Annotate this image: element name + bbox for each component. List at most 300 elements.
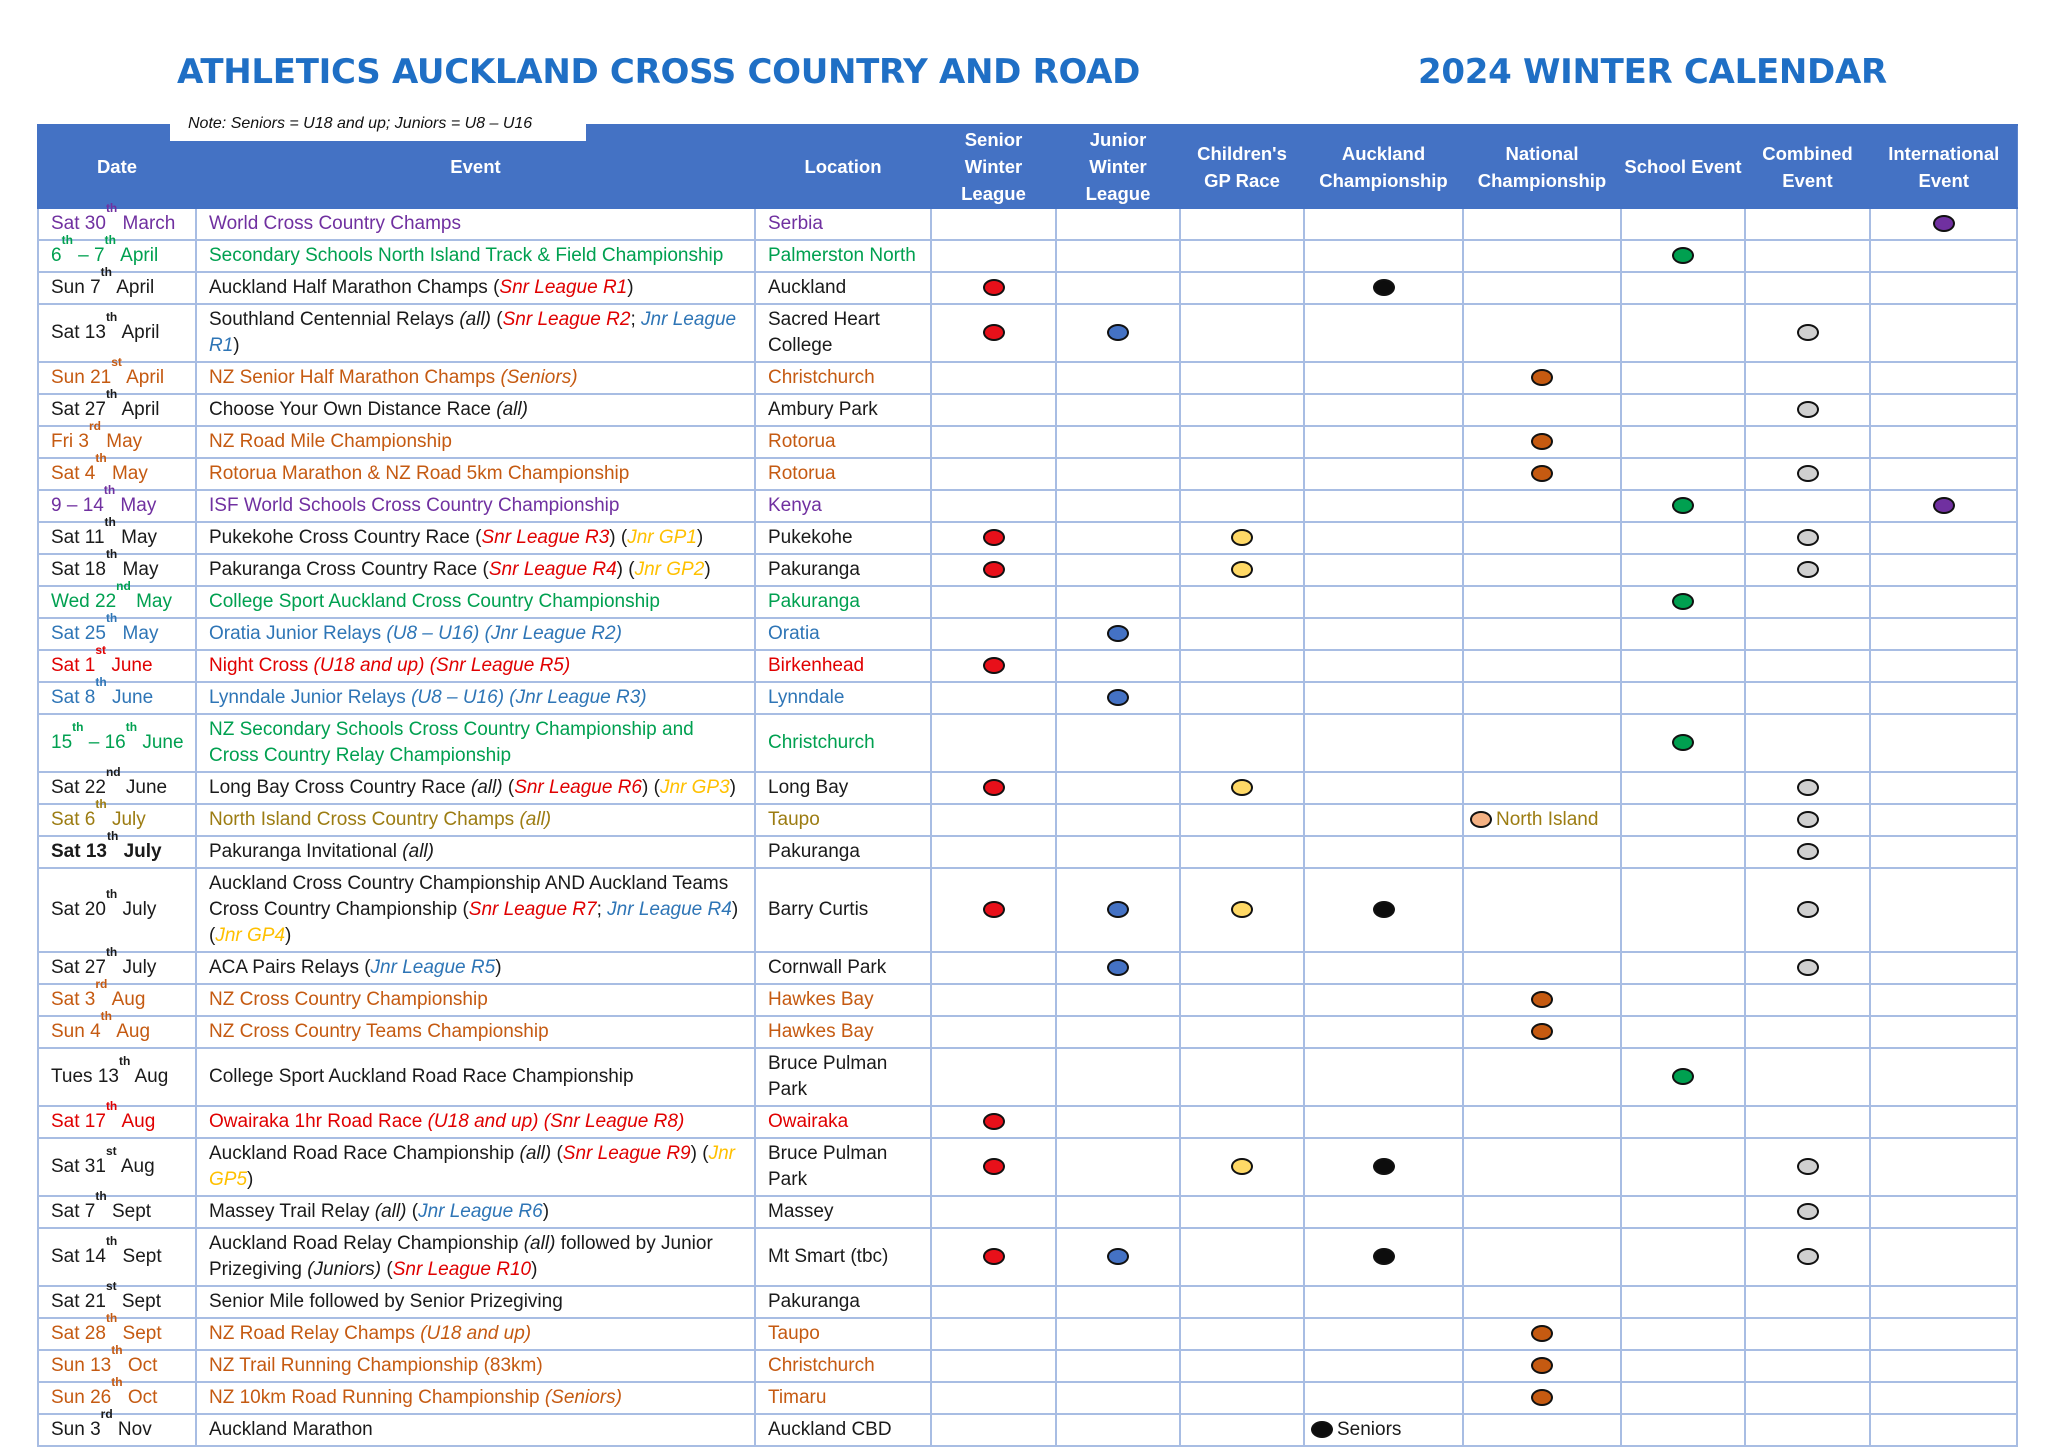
category-cell-combined — [1745, 426, 1870, 458]
category-cell-national — [1463, 618, 1621, 650]
category-cell-senior — [931, 1228, 1056, 1286]
category-cell-national — [1463, 1318, 1621, 1350]
event-name: Auckland Half Marathon Champs (Snr League R1) — [196, 272, 755, 304]
event-date: Sat 25th May — [38, 618, 196, 650]
category-cell-combined — [1745, 1016, 1870, 1048]
event-location: Taupo — [755, 1318, 931, 1350]
category-cell-auckland — [1304, 272, 1463, 304]
table-row — [38, 490, 2017, 522]
category-cell-children — [1180, 1318, 1304, 1350]
category-cell-junior — [1056, 208, 1180, 240]
category-cell-senior — [931, 1048, 1056, 1106]
school-dot-icon — [1672, 734, 1694, 751]
category-cell-auckland — [1304, 1228, 1463, 1286]
event-name: NZ Cross Country Teams Championship — [196, 1016, 755, 1048]
event-date: Sat 28th Sept — [38, 1318, 196, 1350]
category-cell-auckland — [1304, 682, 1463, 714]
category-cell-international — [1870, 1196, 2017, 1228]
column-header-location: Location — [755, 125, 931, 208]
table-row — [38, 714, 2017, 772]
category-cell-children — [1180, 522, 1304, 554]
category-cell-school — [1621, 1016, 1745, 1048]
category-cell-senior — [931, 804, 1056, 836]
table-row — [38, 362, 2017, 394]
category-cell-combined — [1745, 682, 1870, 714]
category-cell-school — [1621, 304, 1745, 362]
document-title: ATHLETICS AUCKLAND CROSS COUNTRY AND ROAD — [177, 52, 1141, 92]
column-header-childrens-gp: Children's GP Race — [1180, 125, 1304, 208]
category-cell-national — [1463, 362, 1621, 394]
column-header-national-championship: National Championship — [1463, 125, 1621, 208]
table-row — [38, 304, 2017, 362]
table-row — [38, 1318, 2017, 1350]
category-cell-auckland — [1304, 1382, 1463, 1414]
event-date: Sat 1st June — [38, 650, 196, 682]
category-cell-senior — [931, 304, 1056, 362]
category-cell-school — [1621, 362, 1745, 394]
junior-dot-icon — [1107, 625, 1129, 642]
category-cell-junior — [1056, 1318, 1180, 1350]
event-location: Timaru — [755, 1382, 931, 1414]
table-row — [38, 1414, 2017, 1446]
category-cell-junior — [1056, 490, 1180, 522]
category-cell-international — [1870, 426, 2017, 458]
auckland-dot-icon — [1373, 279, 1395, 296]
category-cell-junior — [1056, 650, 1180, 682]
category-cell-junior — [1056, 272, 1180, 304]
category-cell-children — [1180, 240, 1304, 272]
event-name: Night Cross (U18 and up) (Snr League R5) — [196, 650, 755, 682]
category-cell-combined — [1745, 1286, 1870, 1318]
event-date: 15th – 16th June — [38, 714, 196, 772]
category-cell-national — [1463, 1414, 1621, 1446]
table-row — [38, 772, 2017, 804]
category-cell-junior — [1056, 804, 1180, 836]
category-cell-senior — [931, 836, 1056, 868]
category-cell-international — [1870, 362, 2017, 394]
category-cell-school — [1621, 984, 1745, 1016]
event-location: Taupo — [755, 804, 931, 836]
category-cell-senior — [931, 714, 1056, 772]
category-cell-senior — [931, 522, 1056, 554]
category-cell-children — [1180, 1414, 1304, 1446]
category-cell-children — [1180, 304, 1304, 362]
category-cell-children — [1180, 554, 1304, 586]
category-cell-junior — [1056, 1196, 1180, 1228]
category-cell-international — [1870, 682, 2017, 714]
category-cell-children — [1180, 618, 1304, 650]
category-cell-combined — [1745, 1138, 1870, 1196]
combined-dot-icon — [1797, 1248, 1819, 1265]
event-date: Sat 17th Aug — [38, 1106, 196, 1138]
category-cell-auckland — [1304, 490, 1463, 522]
column-header-date: Date — [38, 125, 196, 208]
category-cell-junior — [1056, 772, 1180, 804]
event-date: Sat 13th April — [38, 304, 196, 362]
category-cell-children — [1180, 650, 1304, 682]
category-cell-auckland — [1304, 1048, 1463, 1106]
event-location: Cornwall Park — [755, 952, 931, 984]
category-cell-senior — [931, 490, 1056, 522]
auckland-dot-icon — [1373, 1248, 1395, 1265]
category-cell-combined — [1745, 458, 1870, 490]
category-cell-auckland — [1304, 836, 1463, 868]
category-note: North Island — [1496, 808, 1599, 830]
event-location: Pakuranga — [755, 1286, 931, 1318]
event-location: Rotorua — [755, 426, 931, 458]
national-dot-icon — [1531, 991, 1553, 1008]
category-cell-junior — [1056, 304, 1180, 362]
category-cell-national — [1463, 586, 1621, 618]
category-cell-junior — [1056, 554, 1180, 586]
category-cell-junior — [1056, 714, 1180, 772]
event-date: Sat 8th June — [38, 682, 196, 714]
column-header-senior-league: Senior Winter League — [931, 125, 1056, 208]
event-date: Sat 13th July — [38, 836, 196, 868]
event-name: Oratia Junior Relays (U8 – U16) (Jnr League R2) — [196, 618, 755, 650]
event-date: 9 – 14th May — [38, 490, 196, 522]
senior-dot-icon — [983, 1158, 1005, 1175]
category-cell-international — [1870, 1106, 2017, 1138]
category-cell-international — [1870, 772, 2017, 804]
table-row — [38, 1106, 2017, 1138]
category-cell-national — [1463, 836, 1621, 868]
category-cell-junior — [1056, 836, 1180, 868]
column-header-event: Event — [196, 125, 755, 208]
category-cell-school — [1621, 458, 1745, 490]
category-cell-combined — [1745, 650, 1870, 682]
category-cell-junior — [1056, 1350, 1180, 1382]
category-cell-combined — [1745, 1382, 1870, 1414]
event-name: College Sport Auckland Road Race Championship — [196, 1048, 755, 1106]
category-cell-school — [1621, 554, 1745, 586]
event-location: Pukekohe — [755, 522, 931, 554]
category-cell-junior — [1056, 984, 1180, 1016]
category-cell-school — [1621, 1318, 1745, 1350]
category-cell-national — [1463, 772, 1621, 804]
calendar-table — [37, 124, 2018, 1447]
category-cell-school — [1621, 394, 1745, 426]
category-cell-senior — [931, 1318, 1056, 1350]
event-location: Mt Smart (tbc) — [755, 1228, 931, 1286]
category-cell-auckland — [1304, 304, 1463, 362]
category-cell-school — [1621, 426, 1745, 458]
table-row — [38, 240, 2017, 272]
event-location: Christchurch — [755, 714, 931, 772]
category-cell-senior — [931, 1382, 1056, 1414]
school-dot-icon — [1672, 497, 1694, 514]
category-cell-junior — [1056, 1228, 1180, 1286]
event-location: Pakuranga — [755, 586, 931, 618]
category-cell-international — [1870, 394, 2017, 426]
category-cell-senior — [931, 1138, 1056, 1196]
category-cell-auckland — [1304, 554, 1463, 586]
category-cell-combined — [1745, 240, 1870, 272]
category-cell-national — [1463, 394, 1621, 426]
category-cell-international — [1870, 1286, 2017, 1318]
table-row — [38, 272, 2017, 304]
event-date: Sat 3rd Aug — [38, 984, 196, 1016]
event-name: Pakuranga Invitational (all) — [196, 836, 755, 868]
event-location: Palmerston North — [755, 240, 931, 272]
category-cell-combined — [1745, 304, 1870, 362]
category-cell-children — [1180, 1138, 1304, 1196]
category-cell-children — [1180, 362, 1304, 394]
category-cell-national — [1463, 1016, 1621, 1048]
category-cell-senior — [931, 984, 1056, 1016]
category-cell-international — [1870, 804, 2017, 836]
event-date: Sat 14th Sept — [38, 1228, 196, 1286]
category-cell-senior — [931, 1196, 1056, 1228]
table-row — [38, 522, 2017, 554]
category-cell-international — [1870, 304, 2017, 362]
category-cell-auckland — [1304, 426, 1463, 458]
category-cell-combined — [1745, 1414, 1870, 1446]
category-cell-combined — [1745, 618, 1870, 650]
event-location: Rotorua — [755, 458, 931, 490]
category-cell-junior — [1056, 522, 1180, 554]
event-name: Pukekohe Cross Country Race (Snr League R3) (Jnr GP1) — [196, 522, 755, 554]
combined-dot-icon — [1797, 779, 1819, 796]
category-cell-international — [1870, 240, 2017, 272]
category-cell-international — [1870, 208, 2017, 240]
category-cell-international — [1870, 714, 2017, 772]
category-cell-senior — [931, 362, 1056, 394]
category-cell-international — [1870, 490, 2017, 522]
category-cell-senior — [931, 682, 1056, 714]
age-group-note: Note: Seniors = U18 and up; Juniors = U8 – U16 — [170, 107, 586, 141]
category-cell-international — [1870, 984, 2017, 1016]
category-cell-national — [1463, 1048, 1621, 1106]
event-location: Birkenhead — [755, 650, 931, 682]
category-cell-auckland — [1304, 1318, 1463, 1350]
category-cell-combined — [1745, 714, 1870, 772]
event-name: Senior Mile followed by Senior Prizegiving — [196, 1286, 755, 1318]
category-cell-children — [1180, 208, 1304, 240]
category-cell-junior — [1056, 1138, 1180, 1196]
category-cell-junior — [1056, 1016, 1180, 1048]
event-name: Southland Centennial Relays (all) (Snr League R2; Jnr League R1) — [196, 304, 755, 362]
category-cell-international — [1870, 458, 2017, 490]
table-row — [38, 1228, 2017, 1286]
event-location: Massey — [755, 1196, 931, 1228]
event-date: Fri 3rd May — [38, 426, 196, 458]
event-date: Sun 13th Oct — [38, 1350, 196, 1382]
event-name: College Sport Auckland Cross Country Championship — [196, 586, 755, 618]
combined-dot-icon — [1797, 843, 1819, 860]
category-cell-senior — [931, 618, 1056, 650]
category-cell-school — [1621, 586, 1745, 618]
event-date: Sat 6th July — [38, 804, 196, 836]
national-dot-icon — [1531, 433, 1553, 450]
category-cell-children — [1180, 772, 1304, 804]
category-cell-junior — [1056, 868, 1180, 952]
category-cell-national — [1463, 304, 1621, 362]
category-cell-senior — [931, 458, 1056, 490]
category-cell-international — [1870, 272, 2017, 304]
category-cell-national — [1463, 490, 1621, 522]
event-date: Sat 20th July — [38, 868, 196, 952]
children-dot-icon — [1231, 529, 1253, 546]
category-cell-auckland — [1304, 1414, 1463, 1446]
event-name: Owairaka 1hr Road Race (U18 and up) (Snr League R8) — [196, 1106, 755, 1138]
category-cell-auckland — [1304, 772, 1463, 804]
event-name: ACA Pairs Relays (Jnr League R5) — [196, 952, 755, 984]
event-date: Sat 30th March — [38, 208, 196, 240]
table-row — [38, 1138, 2017, 1196]
category-cell-school — [1621, 272, 1745, 304]
event-location: Serbia — [755, 208, 931, 240]
senior-dot-icon — [983, 1113, 1005, 1130]
category-cell-auckland — [1304, 618, 1463, 650]
school-dot-icon — [1672, 593, 1694, 610]
junior-dot-icon — [1107, 324, 1129, 341]
senior-dot-icon — [983, 529, 1005, 546]
event-name: NZ Senior Half Marathon Champs (Seniors) — [196, 362, 755, 394]
event-date: Sun 4th Aug — [38, 1016, 196, 1048]
category-cell-children — [1180, 1048, 1304, 1106]
category-cell-school — [1621, 868, 1745, 952]
category-cell-school — [1621, 1106, 1745, 1138]
event-location: Barry Curtis — [755, 868, 931, 952]
category-cell-junior — [1056, 682, 1180, 714]
auckland-dot-icon — [1373, 1158, 1395, 1175]
national-dot-icon — [1531, 1325, 1553, 1342]
event-location: Owairaka — [755, 1106, 931, 1138]
category-cell-national — [1463, 714, 1621, 772]
event-name: Lynndale Junior Relays (U8 – U16) (Jnr League R3) — [196, 682, 755, 714]
category-cell-combined — [1745, 1048, 1870, 1106]
category-cell-school — [1621, 522, 1745, 554]
category-cell-school — [1621, 1382, 1745, 1414]
column-header-auckland-championship: Auckland Championship — [1304, 125, 1463, 208]
category-cell-combined — [1745, 868, 1870, 952]
category-cell-international — [1870, 522, 2017, 554]
senior-dot-icon — [983, 561, 1005, 578]
category-cell-school — [1621, 682, 1745, 714]
event-date: Wed 22nd May — [38, 586, 196, 618]
category-cell-children — [1180, 586, 1304, 618]
category-cell-school — [1621, 714, 1745, 772]
category-cell-senior — [931, 1414, 1056, 1446]
table-row — [38, 868, 2017, 952]
category-cell-senior — [931, 1016, 1056, 1048]
table-row — [38, 394, 2017, 426]
category-cell-junior — [1056, 952, 1180, 984]
category-cell-auckland — [1304, 208, 1463, 240]
category-cell-senior — [931, 240, 1056, 272]
event-name: Auckland Road Race Championship (all) (Snr League R9) (Jnr GP5) — [196, 1138, 755, 1196]
category-cell-international — [1870, 836, 2017, 868]
category-cell-junior — [1056, 618, 1180, 650]
category-cell-children — [1180, 984, 1304, 1016]
category-cell-school — [1621, 650, 1745, 682]
table-row — [38, 682, 2017, 714]
combined-dot-icon — [1797, 1203, 1819, 1220]
event-date: Sat 11th May — [38, 522, 196, 554]
category-cell-combined — [1745, 1196, 1870, 1228]
national-dot-icon — [1531, 1023, 1553, 1040]
event-date: Sat 7th Sept — [38, 1196, 196, 1228]
event-location: Hawkes Bay — [755, 984, 931, 1016]
national-dot-icon — [1531, 1389, 1553, 1406]
category-cell-auckland — [1304, 650, 1463, 682]
category-cell-national — [1463, 868, 1621, 952]
category-cell-international — [1870, 1228, 2017, 1286]
column-header-combined-event: Combined Event — [1745, 125, 1870, 208]
category-cell-children — [1180, 426, 1304, 458]
category-cell-children — [1180, 714, 1304, 772]
event-name: Auckland Road Relay Championship (all) followed by Junior Prizegiving (Juniors) (Snr League R10) — [196, 1228, 755, 1286]
children-dot-icon — [1231, 561, 1253, 578]
column-header-school-event: School Event — [1621, 125, 1745, 208]
national-dot-icon — [1531, 1357, 1553, 1374]
category-cell-national — [1463, 522, 1621, 554]
event-date: Sat 18th May — [38, 554, 196, 586]
category-cell-school — [1621, 490, 1745, 522]
category-cell-international — [1870, 1350, 2017, 1382]
event-name: Pakuranga Cross Country Race (Snr League R4) (Jnr GP2) — [196, 554, 755, 586]
category-cell-children — [1180, 272, 1304, 304]
event-name: NZ Trail Running Championship (83km) — [196, 1350, 755, 1382]
category-cell-auckland — [1304, 804, 1463, 836]
combined-dot-icon — [1797, 465, 1819, 482]
category-cell-national — [1463, 1382, 1621, 1414]
event-location: Kenya — [755, 490, 931, 522]
event-location: Oratia — [755, 618, 931, 650]
event-date: Sun 7th April — [38, 272, 196, 304]
event-date: Sat 22nd June — [38, 772, 196, 804]
category-cell-international — [1870, 554, 2017, 586]
table-row — [38, 1196, 2017, 1228]
event-name: NZ 10km Road Running Championship (Seniors) — [196, 1382, 755, 1414]
senior-dot-icon — [983, 657, 1005, 674]
children-dot-icon — [1231, 1158, 1253, 1175]
category-cell-school — [1621, 240, 1745, 272]
category-cell-combined — [1745, 522, 1870, 554]
category-cell-children — [1180, 804, 1304, 836]
event-name: Secondary Schools North Island Track & Field Championship — [196, 240, 755, 272]
category-cell-senior — [931, 426, 1056, 458]
category-cell-auckland — [1304, 1138, 1463, 1196]
table-row — [38, 554, 2017, 586]
national-dot-icon — [1531, 465, 1553, 482]
category-cell-children — [1180, 1286, 1304, 1318]
auckland-dot-icon — [1373, 901, 1395, 918]
category-cell-national — [1463, 650, 1621, 682]
category-cell-senior — [931, 772, 1056, 804]
combined-dot-icon — [1797, 401, 1819, 418]
category-cell-auckland — [1304, 458, 1463, 490]
event-name: NZ Road Relay Champs (U18 and up) — [196, 1318, 755, 1350]
category-cell-international — [1870, 1382, 2017, 1414]
category-cell-combined — [1745, 272, 1870, 304]
category-cell-combined — [1745, 394, 1870, 426]
category-cell-school — [1621, 1350, 1745, 1382]
category-cell-junior — [1056, 1382, 1180, 1414]
table-row — [38, 1048, 2017, 1106]
event-location: Auckland CBD — [755, 1414, 931, 1446]
category-cell-school — [1621, 1286, 1745, 1318]
category-cell-junior — [1056, 1048, 1180, 1106]
column-header-junior-league: Junior Winter League — [1056, 125, 1180, 208]
event-location: Bruce Pulman Park — [755, 1138, 931, 1196]
category-cell-national — [1463, 554, 1621, 586]
international-dot-icon — [1933, 497, 1955, 514]
combined-dot-icon — [1797, 1158, 1819, 1175]
category-cell-auckland — [1304, 714, 1463, 772]
table-row — [38, 984, 2017, 1016]
